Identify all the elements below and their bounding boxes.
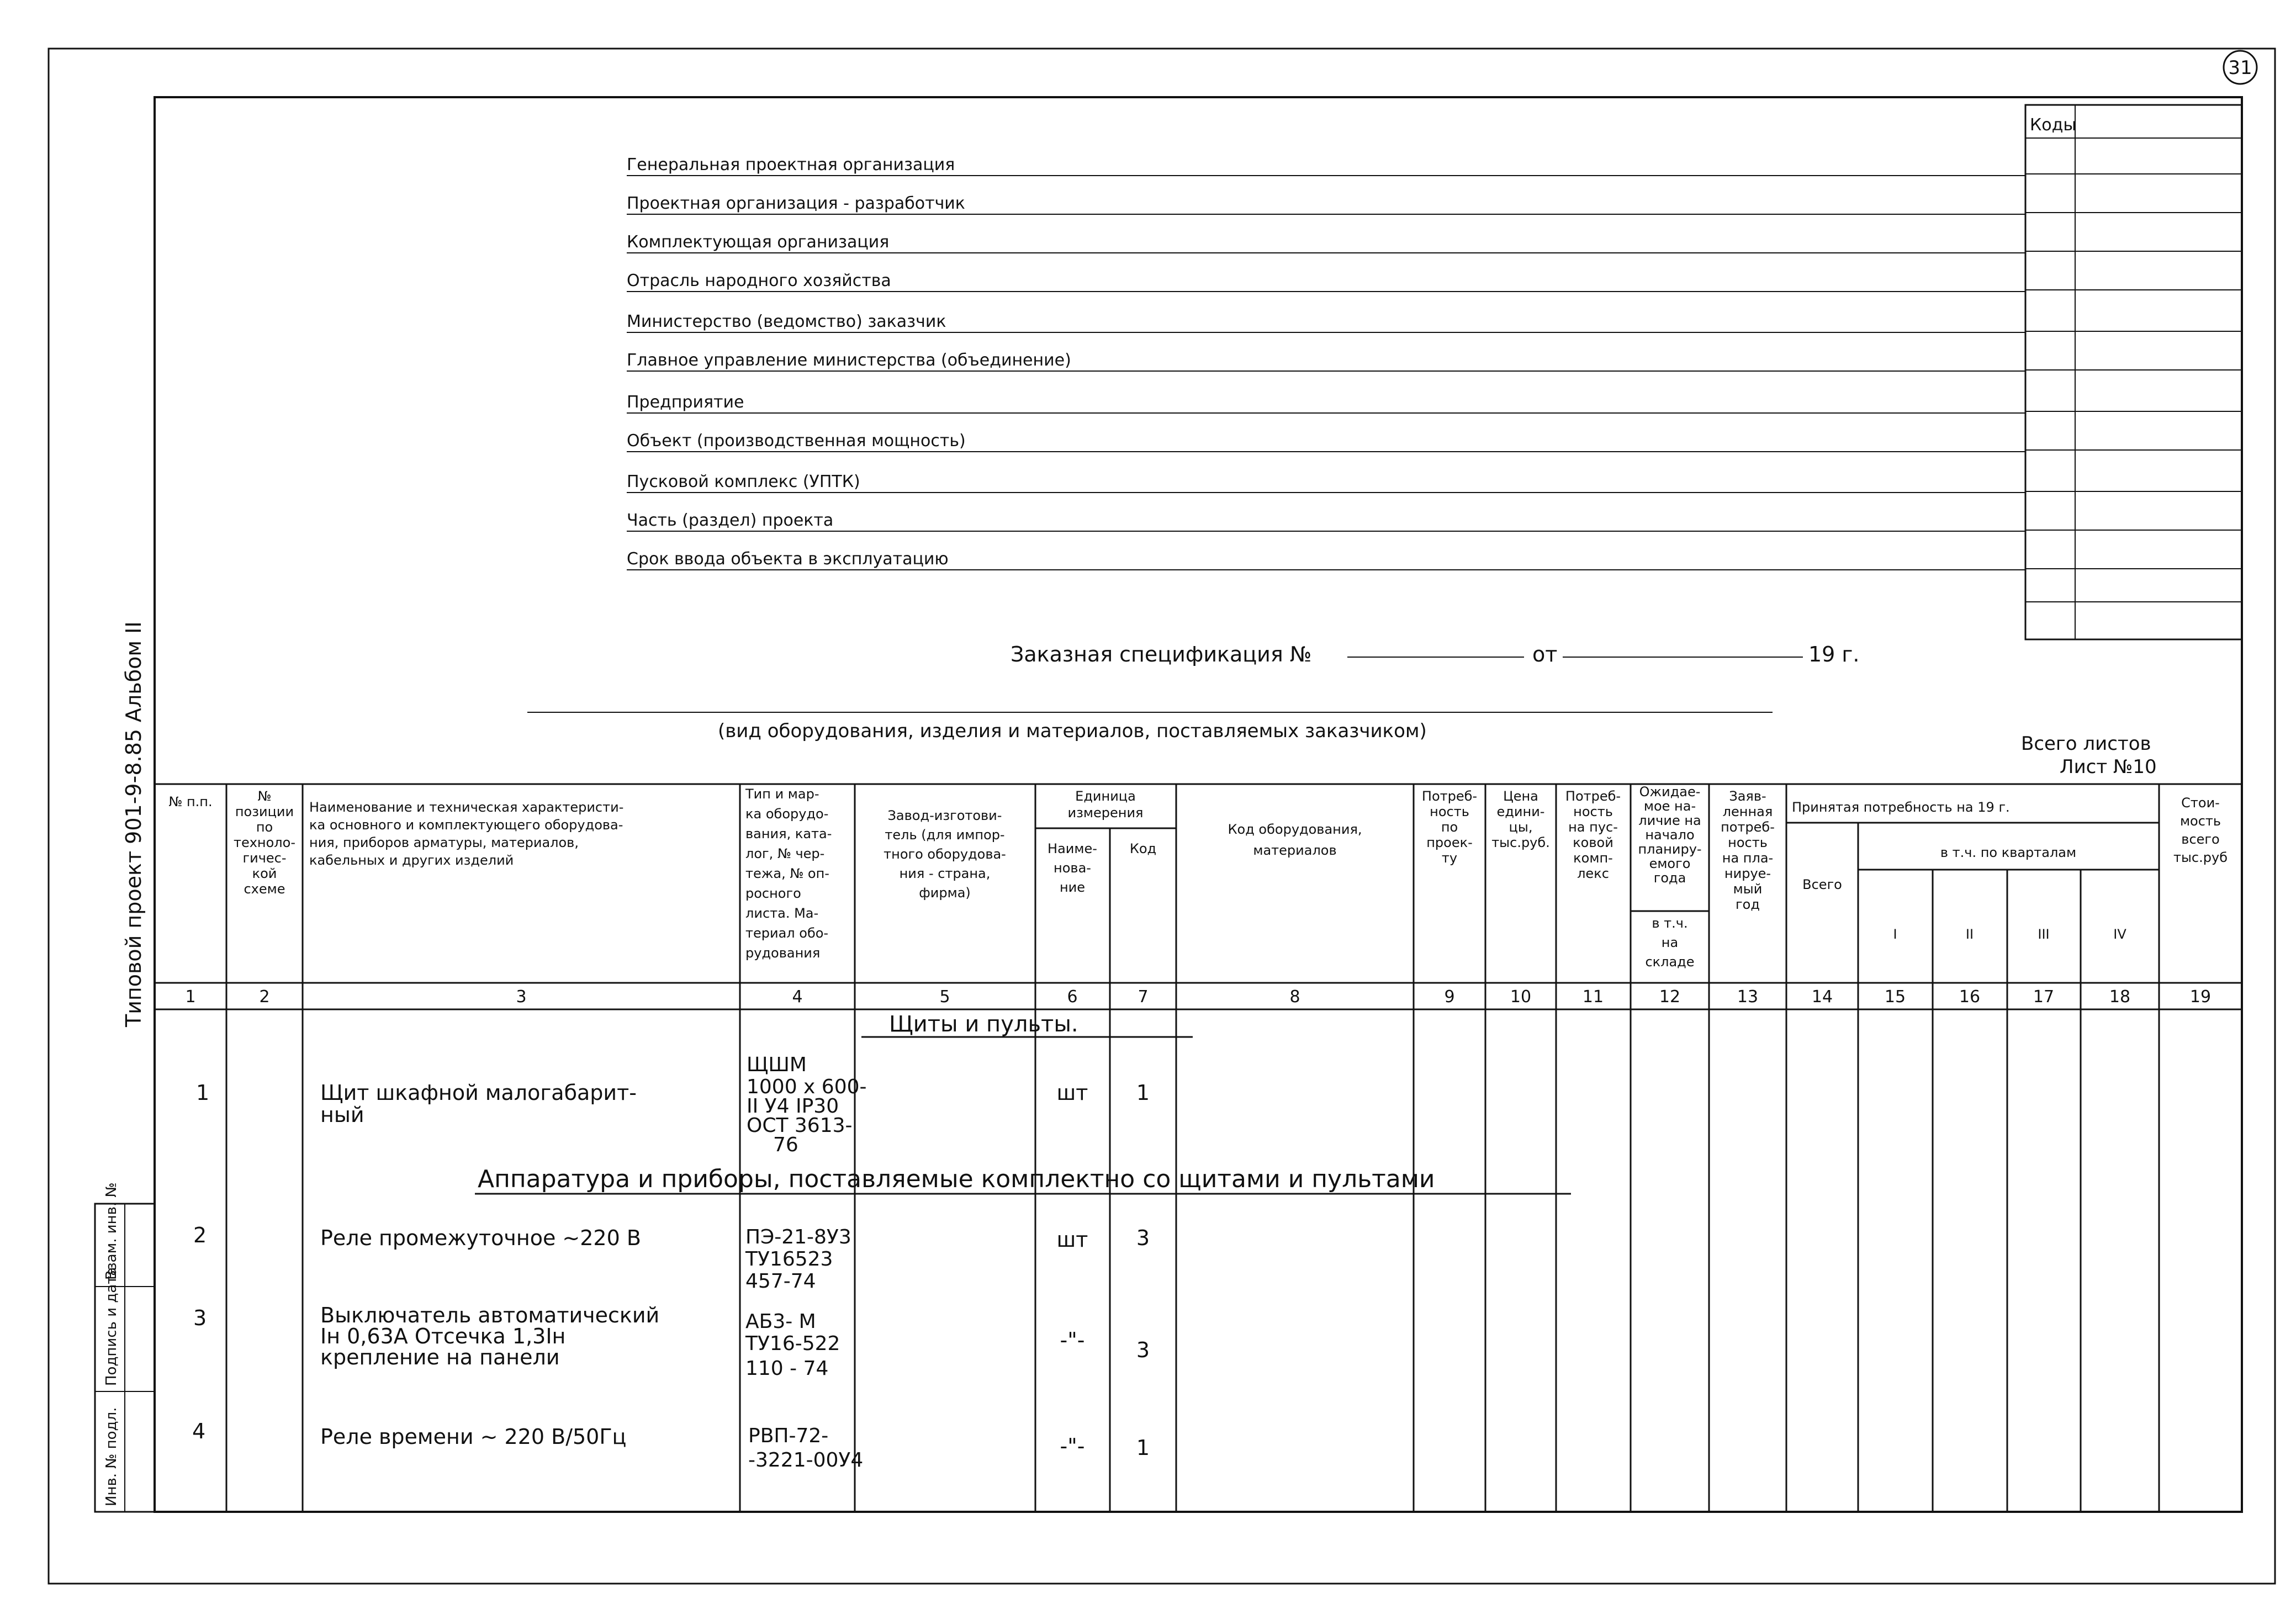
col-header-4: лог, № чер-	[745, 846, 825, 861]
col-header-19: мость	[2179, 813, 2221, 829]
col-header-14: Всего	[1802, 877, 1842, 892]
table-row	[193, 1303, 1150, 1380]
col-number: 2	[259, 987, 270, 1007]
col-number: 4	[792, 987, 803, 1007]
row-type: II У4 IP30	[747, 1095, 839, 1118]
col-header-5: Завод-изготови-	[887, 808, 1002, 823]
col-header-13: год	[1736, 897, 1760, 912]
col-header-6: Наиме-	[1048, 841, 1097, 856]
col-header-3: кабельных и других изделий	[309, 853, 514, 868]
col-header-13: на пла-	[1722, 850, 1774, 866]
col-header-8: Код оборудования,	[1228, 822, 1362, 837]
stamp-field: Взам. инв. №	[103, 1182, 120, 1280]
unit-group-header: измерения	[1067, 805, 1144, 821]
row-type: РВП-72-	[748, 1425, 829, 1447]
spec-year: 19 г.	[1808, 642, 1860, 666]
col-header-11: лекс	[1577, 866, 1609, 881]
col-header-13: потреб-	[1721, 819, 1775, 835]
row-number: 2	[193, 1223, 207, 1247]
col-header-12: емого	[1649, 856, 1691, 871]
col-header-13: нируе-	[1724, 866, 1771, 881]
col-header-4: Тип и мар-	[745, 786, 819, 802]
col-header-6: нова-	[1054, 860, 1091, 876]
section-header-2: Аппаратура и приборы, поставляемые комплектно со щитами и пультами	[478, 1165, 1435, 1193]
col-header-9: по	[1441, 819, 1458, 835]
col-header-9: ту	[1441, 850, 1458, 866]
col-header-12: личие на	[1638, 813, 1701, 828]
col-header-13: Заяв-	[1729, 788, 1766, 804]
col-number: 17	[2033, 987, 2055, 1007]
col-header-12: Ожидае-	[1639, 784, 1701, 800]
col-header-4: рудования	[745, 945, 821, 961]
col-number: 16	[1959, 987, 1981, 1007]
row-type: 1000 x 600-	[747, 1076, 867, 1098]
quarter-header: I	[1893, 927, 1897, 942]
col-header-13: ность	[1728, 835, 1768, 850]
row-unit: -"-	[1060, 1328, 1085, 1352]
row-name: Щит шкафной малогабарит-	[320, 1081, 637, 1105]
row-quantity: 3	[1136, 1226, 1150, 1250]
stamp-field: Инв. № подл.	[103, 1407, 120, 1506]
col-header-11: ковой	[1573, 835, 1613, 850]
accepted-group-header: Принятая потребность на 19 г.	[1792, 800, 2010, 815]
org-field: Комплектующая организация	[627, 232, 890, 252]
col-number: 5	[939, 987, 950, 1007]
stamp-field: Подпись и дата	[103, 1267, 120, 1386]
row-number: 3	[193, 1306, 207, 1330]
section-header-1: Щиты и пульты.	[889, 1012, 1078, 1037]
col-header-9: Потреб-	[1421, 788, 1478, 804]
col-header-2: по	[256, 819, 273, 835]
row-type: ЩШМ	[747, 1054, 807, 1076]
col-header-10: тыс.руб.	[1491, 835, 1550, 850]
quarter-group-header: в т.ч. по кварталам	[1940, 845, 2077, 860]
col-header-12: года	[1653, 870, 1686, 886]
col-number: 15	[1884, 987, 1906, 1007]
row-name: Реле промежуточное ~220 В	[320, 1226, 641, 1250]
column-number-row	[185, 987, 2211, 1007]
col-header-3: Наименование и техническая характеристи-	[309, 800, 624, 815]
sheets-total: Всего листов	[2021, 733, 2151, 755]
sheet-label: Лист №10	[2060, 756, 2157, 778]
spec-table-grid	[155, 784, 2242, 1512]
col-number: 9	[1444, 987, 1455, 1007]
col-header-2: гичес-	[242, 850, 287, 866]
row-name: крепление на панели	[320, 1345, 560, 1369]
row-number: 4	[192, 1419, 206, 1443]
col-header-2: техноло-	[233, 835, 296, 850]
col-number: 19	[2189, 987, 2212, 1007]
col-header-2: схеме	[244, 881, 285, 897]
table-row	[193, 1223, 1150, 1293]
table-row	[196, 1054, 1150, 1156]
col-header-5: ния - страна,	[899, 866, 991, 881]
col-header-19: тыс.руб	[2173, 850, 2228, 865]
org-field: Министерство (ведомство) заказчик	[627, 312, 946, 331]
row-type: ТУ16-522	[745, 1332, 840, 1355]
col-header-6: ние	[1059, 880, 1086, 895]
codes-box	[2025, 105, 2242, 639]
col-header-2: №	[257, 788, 272, 804]
col-header-4: листа. Ма-	[745, 906, 819, 921]
unit-group-header: Единица	[1075, 788, 1136, 804]
approval-stamp	[95, 1182, 155, 1512]
row-type: 457-74	[745, 1270, 816, 1293]
row-quantity: 1	[1136, 1436, 1150, 1460]
row-type: 110 - 74	[745, 1357, 829, 1380]
col-header-8: материалов	[1253, 843, 1337, 858]
col-header-4: вания, ката-	[745, 826, 832, 841]
col-header-19: всего	[2181, 832, 2220, 847]
col-header-5: фирма)	[919, 885, 971, 901]
org-field: Пусковой комплекс (УПТК)	[627, 472, 860, 491]
col-header-4: териал обо-	[745, 925, 829, 941]
col-header-12-sub: на	[1661, 935, 1679, 950]
col-number: 8	[1289, 987, 1300, 1007]
spec-subtitle: (вид оборудования, изделия и материалов, поставляемых заказчиком)	[718, 720, 1427, 742]
col-header-9: проек-	[1426, 835, 1473, 850]
row-number: 1	[196, 1081, 210, 1105]
row-quantity: 1	[1136, 1081, 1150, 1105]
col-header-2: кой	[252, 866, 277, 881]
col-header-11: ность	[1573, 804, 1613, 819]
codes-header: Коды	[2030, 115, 2077, 135]
col-number: 10	[1510, 987, 1532, 1007]
col-header-12: планиру-	[1638, 841, 1702, 857]
col-header-4: тежа, № оп-	[745, 866, 829, 881]
col-number: 11	[1582, 987, 1604, 1007]
col-header-10: цы,	[1509, 819, 1533, 835]
row-type: ТУ16523	[745, 1248, 833, 1271]
spec-title-line	[1011, 642, 1859, 666]
col-header-7: Код	[1129, 841, 1157, 856]
row-quantity: 3	[1136, 1338, 1150, 1362]
row-type: -3221-00У4	[748, 1449, 864, 1472]
col-header-11: на пус-	[1568, 819, 1618, 835]
org-field: Объект (производственная мощность)	[627, 431, 966, 451]
col-header-4: росного	[745, 886, 801, 901]
row-unit: -"-	[1060, 1434, 1085, 1458]
col-header-10: Цена	[1503, 788, 1538, 804]
org-field: Срок ввода объекта в эксплуатацию	[627, 549, 949, 569]
col-header-12-sub: в т.ч.	[1652, 915, 1688, 931]
col-number: 12	[1659, 987, 1681, 1007]
col-number: 13	[1737, 987, 1759, 1007]
col-header-11: Потреб-	[1565, 788, 1621, 804]
sheet-number: 31	[2228, 57, 2252, 79]
col-header-1: № п.п.	[168, 794, 213, 809]
spec-title: Заказная спецификация №	[1011, 642, 1312, 666]
org-field: Генеральная проектная организация	[627, 155, 955, 174]
row-type: 76	[773, 1134, 798, 1156]
col-number: 6	[1067, 987, 1078, 1007]
col-header-13: ленная	[1722, 804, 1773, 819]
col-header-11: комп-	[1573, 850, 1613, 866]
row-unit: шт	[1056, 1227, 1088, 1252]
col-header-9: ность	[1430, 804, 1469, 819]
row-unit: шт	[1056, 1081, 1088, 1105]
col-header-3: ка основного и комплектующего оборудова-	[309, 817, 623, 833]
col-number: 7	[1138, 987, 1149, 1007]
organization-fields	[627, 155, 2025, 570]
org-field: Часть (раздел) проекта	[627, 511, 834, 530]
col-header-5: тного оборудова-	[884, 846, 1006, 862]
col-number: 1	[185, 987, 196, 1007]
col-header-2: позиции	[235, 804, 294, 819]
col-header-12: мое на-	[1643, 798, 1696, 814]
col-header-12: начало	[1645, 827, 1695, 843]
col-header-12-sub: складе	[1645, 954, 1695, 970]
org-field: Отрасль народного хозяйства	[627, 271, 891, 290]
margin-title: Типовой проект 901-9-8.85 Альбом II	[121, 621, 146, 1027]
row-name: Iн 0,63А Отсечка 1,3Iн	[320, 1324, 566, 1348]
col-number: 14	[1811, 987, 1833, 1007]
quarter-header: III	[2038, 927, 2050, 942]
row-name: Выключатель автоматический	[320, 1303, 660, 1327]
quarter-header: II	[1965, 927, 1974, 942]
spec-from: от	[1532, 642, 1558, 666]
row-name: Реле времени ~ 220 В/50Гц	[320, 1425, 627, 1449]
org-field: Проектная организация - разработчик	[627, 194, 965, 213]
quarter-header: IV	[2113, 927, 2126, 942]
col-header-13: мый	[1733, 881, 1763, 897]
row-type: АБ3- М	[745, 1310, 816, 1333]
col-header-3: ния, приборов арматуры, материалов,	[309, 835, 579, 850]
row-type: ОСТ 3613-	[747, 1114, 853, 1137]
table-row	[192, 1419, 1150, 1472]
col-header-10: едини-	[1496, 804, 1545, 819]
table-header	[168, 784, 2228, 970]
col-number: 3	[516, 987, 527, 1007]
col-header-19: Стои-	[2181, 795, 2220, 811]
org-field: Предприятие	[627, 393, 744, 412]
col-number: 18	[2109, 987, 2131, 1007]
row-name: ный	[320, 1103, 364, 1127]
col-header-5: тель (для импор-	[885, 827, 1005, 843]
col-header-4: ка оборудо-	[745, 806, 829, 822]
row-type: ПЭ-21-8У3	[745, 1226, 851, 1248]
org-field: Главное управление министерства (объединение)	[627, 351, 1071, 370]
